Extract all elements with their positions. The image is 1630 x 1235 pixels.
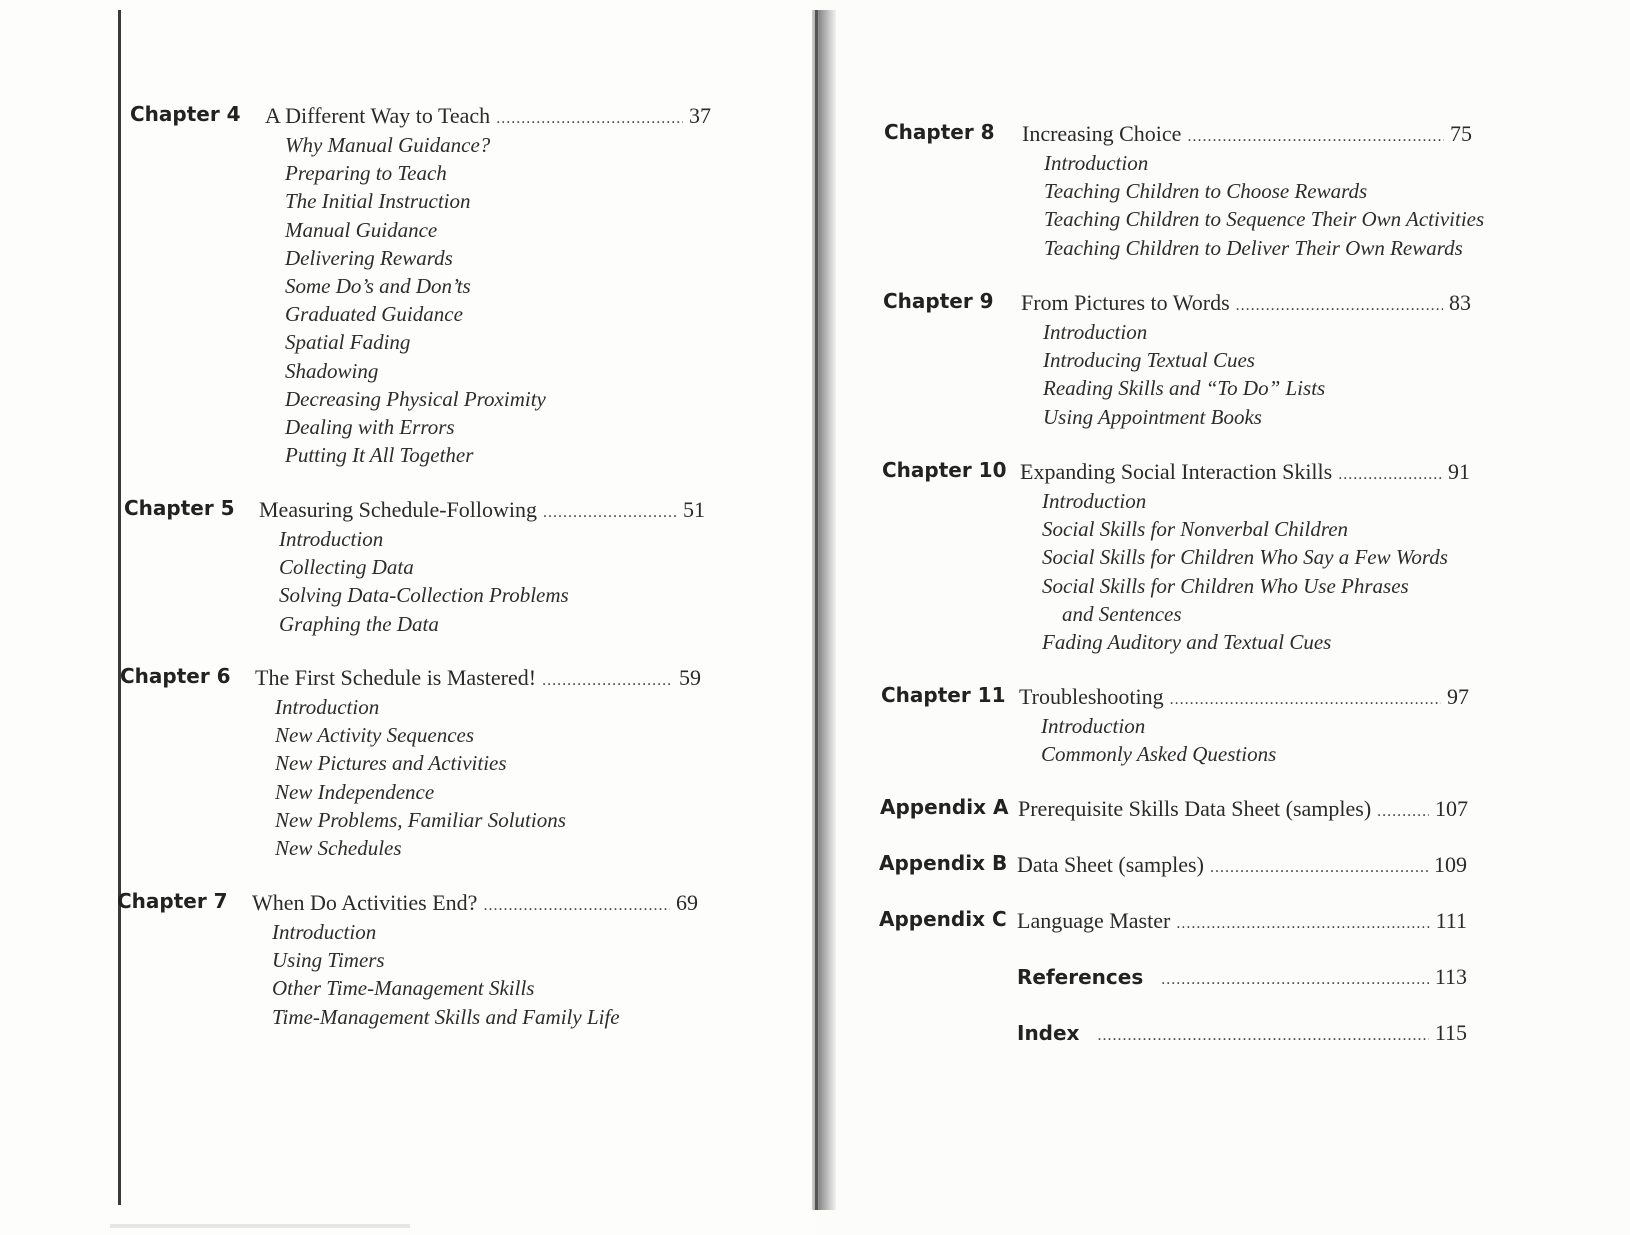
- page-number: 107: [1435, 796, 1468, 821]
- section-title: Social Skills for Children Who Use Phrases: [1042, 573, 1409, 598]
- section-title: Spatial Fading: [285, 330, 411, 355]
- chapter-title: Expanding Social Interaction Skills: [1020, 459, 1333, 484]
- section-title: The Initial Instruction: [285, 189, 471, 214]
- page-number: 109: [1434, 852, 1467, 877]
- section-title: Shadowing: [285, 358, 379, 383]
- section-title: Introduction: [1041, 714, 1146, 738]
- page-number: 37: [689, 103, 711, 128]
- section-title: Reading Skills and “To Do” Lists: [1043, 376, 1326, 401]
- toc-line: [1019, 684, 1469, 710]
- page-number: 115: [1434, 1020, 1467, 1045]
- page-number: 91: [1448, 459, 1470, 484]
- section-title: New Independence: [275, 779, 435, 804]
- section-title: New Problems, Familiar Solutions: [275, 807, 566, 832]
- page-number: 69: [676, 890, 698, 915]
- chapter-label: Chapter 5: [124, 496, 235, 520]
- section-title: Dealing with Errors: [285, 415, 455, 440]
- section-title: Collecting Data: [279, 555, 414, 580]
- section-list: [285, 131, 546, 469]
- toc-line: [259, 497, 705, 523]
- chapter-title: When Do Activities End?: [252, 890, 478, 915]
- toc-line: [252, 890, 698, 916]
- toc-line: [1021, 290, 1471, 316]
- section-title: New Schedules: [275, 836, 402, 861]
- toc-line: [1017, 908, 1467, 934]
- section-title: Introduction: [275, 695, 380, 719]
- appendix-title: Language Master: [1017, 908, 1171, 933]
- toc-line: [1017, 964, 1467, 990]
- page-number: 111: [1435, 908, 1467, 933]
- references-title: References: [1017, 965, 1144, 989]
- chapter-title: Measuring Schedule-Following: [259, 497, 538, 522]
- section-title: Some Do’s and Don’ts: [285, 274, 471, 299]
- page-number: 59: [679, 665, 701, 690]
- section-title: Why Manual Guidance?: [285, 133, 491, 157]
- section-title: Using Appointment Books: [1043, 404, 1262, 429]
- section-title-continued: and Sentences: [1062, 601, 1182, 626]
- section-title: Using Timers: [272, 948, 385, 973]
- toc-line: [1017, 1020, 1467, 1046]
- section-title: Other Time-Management Skills: [272, 976, 535, 1001]
- dot-leader: [1097, 1027, 1428, 1045]
- section-title: Delivering Rewards: [285, 245, 453, 270]
- section-title: Preparing to Teach: [285, 161, 447, 186]
- page-number: 51: [683, 497, 705, 522]
- section-list: [1044, 149, 1484, 262]
- section-title: New Activity Sequences: [275, 723, 475, 748]
- chapter-title: From Pictures to Words: [1021, 290, 1230, 315]
- chapter-label: Chapter 4: [130, 102, 241, 126]
- dot-leader: [1176, 915, 1429, 933]
- section-list: [275, 693, 566, 862]
- index-title: Index: [1017, 1021, 1080, 1045]
- dot-leader: [1210, 859, 1428, 877]
- section-list: [1041, 712, 1276, 768]
- dot-leader: [1161, 971, 1429, 989]
- page-number: 83: [1449, 290, 1471, 315]
- section-title: Graduated Guidance: [285, 302, 463, 327]
- section-title: Introduction: [272, 920, 377, 944]
- appendix-title: Data Sheet (samples): [1017, 852, 1204, 877]
- chapter-label: Chapter 8: [884, 120, 995, 144]
- section-title: Teaching Children to Choose Rewards: [1044, 179, 1368, 204]
- appendix-label: Appendix A: [880, 795, 1009, 819]
- toc-line: [265, 103, 711, 129]
- dot-leader: [483, 897, 670, 915]
- section-title: Introduction: [1043, 320, 1148, 344]
- dot-leader: [1377, 803, 1429, 821]
- section-title: Social Skills for Children Who Say a Few Words: [1042, 545, 1448, 570]
- dot-leader: [496, 110, 683, 128]
- section-title: Introducing Textual Cues: [1043, 348, 1255, 373]
- appendix-label: Appendix B: [879, 851, 1008, 875]
- section-title: Solving Data-Collection Problems: [279, 583, 569, 608]
- dot-leader: [543, 504, 677, 522]
- section-title: Time-Management Skills and Family Life: [272, 1004, 620, 1029]
- section-title: Manual Guidance: [285, 217, 438, 242]
- chapter-label: Chapter 11: [881, 683, 1006, 707]
- section-list: [1043, 318, 1325, 431]
- gutter-line: [815, 10, 818, 1210]
- section-title: Social Skills for Nonverbal Children: [1042, 517, 1349, 542]
- dot-leader: [542, 672, 673, 690]
- section-title: Teaching Children to Sequence Their Own Activities: [1044, 207, 1485, 232]
- toc-line: [1020, 459, 1470, 485]
- section-list: [1042, 487, 1448, 656]
- section-title: New Pictures and Activities: [275, 751, 507, 776]
- section-title: Putting It All Together: [285, 443, 474, 468]
- toc-line: [1017, 852, 1467, 878]
- chapter-label: Chapter 6: [120, 664, 231, 688]
- dot-leader: [1236, 297, 1443, 315]
- chapter-title: A Different Way to Teach: [265, 103, 491, 128]
- toc-line: [255, 665, 701, 691]
- section-list: [272, 918, 620, 1031]
- left-page-edge: [118, 10, 121, 1205]
- toc-line: [1022, 121, 1472, 147]
- page-shadow: [110, 1224, 410, 1228]
- page-number: 97: [1447, 684, 1469, 709]
- chapter-label: Chapter 7: [117, 889, 228, 913]
- chapter-title: Troubleshooting: [1019, 684, 1164, 709]
- chapter-title: Increasing Choice: [1022, 121, 1182, 146]
- page-number: 113: [1434, 964, 1467, 989]
- chapter-title: The First Schedule is Mastered!: [255, 665, 537, 690]
- section-title: Fading Auditory and Textual Cues: [1042, 630, 1332, 655]
- section-title: Teaching Children to Deliver Their Own Rewards: [1044, 235, 1463, 260]
- section-title: Introduction: [1044, 151, 1149, 175]
- page-number: 75: [1450, 121, 1472, 146]
- toc-line: [1018, 796, 1468, 822]
- dot-leader: [1187, 128, 1444, 146]
- chapter-label: Chapter 9: [883, 289, 994, 313]
- section-title: Graphing the Data: [279, 611, 439, 636]
- chapter-label: Chapter 10: [882, 458, 1007, 482]
- section-title: Introduction: [279, 527, 384, 551]
- section-list: [279, 525, 569, 638]
- section-title: Decreasing Physical Proximity: [285, 386, 546, 411]
- section-title: Introduction: [1042, 489, 1147, 513]
- section-title: Commonly Asked Questions: [1041, 742, 1277, 767]
- dot-leader: [1338, 466, 1442, 484]
- appendix-label: Appendix C: [879, 907, 1007, 931]
- dot-leader: [1170, 691, 1441, 709]
- appendix-title: Prerequisite Skills Data Sheet (samples): [1018, 796, 1372, 821]
